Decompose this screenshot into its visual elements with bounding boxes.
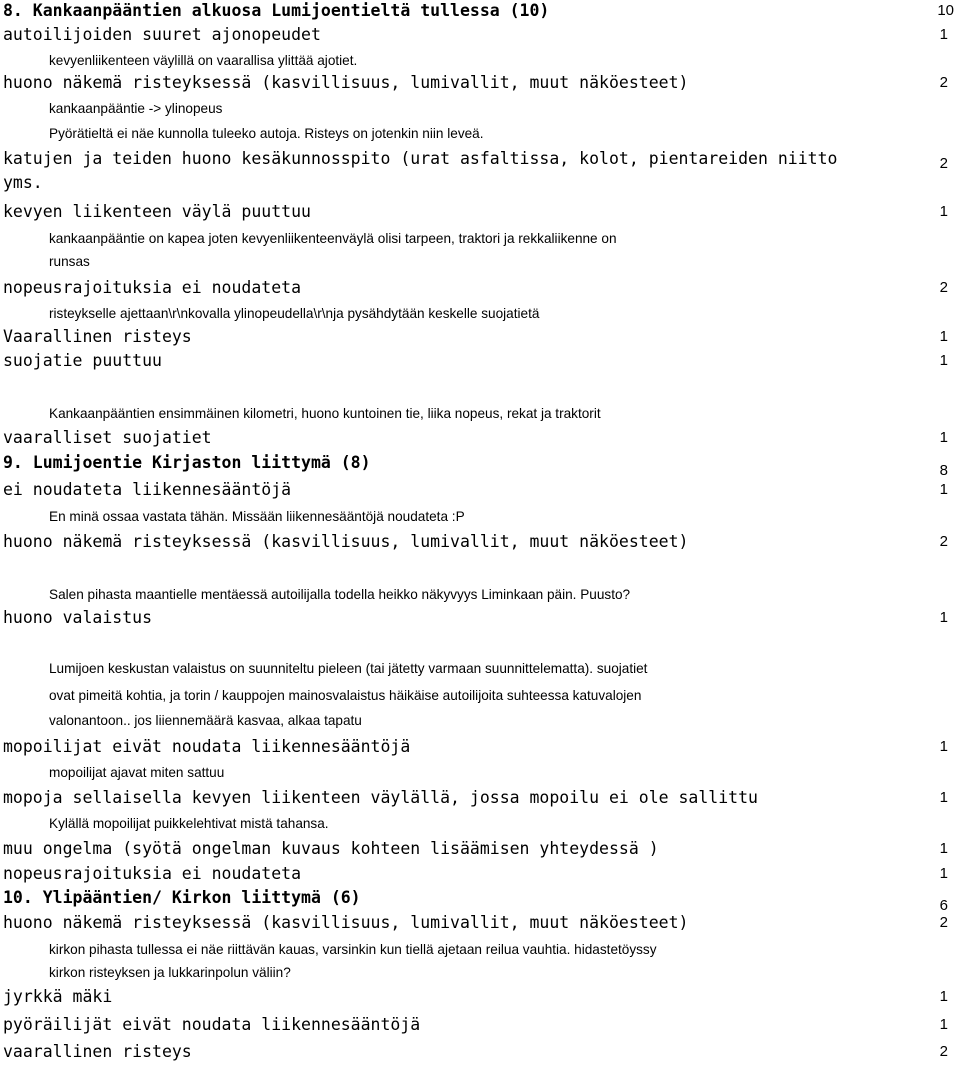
comment-text: risteykselle ajettaan\r\nkovalla ylinopeudella\r\nja pysähdytään keskelle suojatietä (49, 306, 540, 321)
count-value: 6 (939, 897, 948, 914)
comment-text: Salen pihasta maantielle mentäessä autoilijalla todella heikko näkyvyys Liminkaan päin. Puusto? (49, 587, 631, 602)
comment-text: Pyörätieltä ei näe kunnolla tuleeko autoja. Risteys on jotenkin niin leveä. (49, 126, 484, 141)
count-value: 1 (939, 865, 948, 882)
count-value: 1 (939, 1016, 948, 1033)
count-value: 1 (939, 352, 948, 369)
category-label: nopeusrajoituksia ei noudateta (3, 278, 302, 297)
count-value: 1 (939, 988, 948, 1005)
comment-text: kankaanpääntie -> ylinopeus (49, 101, 223, 116)
category-label: jyrkkä mäki (3, 987, 113, 1006)
category-label: mopoja sellaisella kevyen liikenteen väylällä, jossa mopoilu ei ole sallittu (3, 788, 758, 807)
comment-text: valonantoon.. jos liiennemäärä kasvaa, alkaa tapatu (49, 713, 362, 728)
comment-text: mopoilijat ajavat miten sattuu (49, 765, 225, 780)
count-value: 2 (939, 1043, 948, 1060)
count-value: 2 (939, 914, 948, 931)
category-label: vaarallinen risteys (3, 1042, 192, 1061)
category-label: suojatie puuttuu (3, 351, 162, 370)
category-label: nopeusrajoituksia ei noudateta (3, 864, 302, 883)
comment-text: kevyenliikenteen väylillä on vaarallisa ylittää ajotiet. (49, 53, 358, 68)
category-label: katujen ja teiden huono kesäkunnosspito (urat asfaltissa, kolot, pientareiden niitto (3, 149, 838, 168)
count-value: 1 (939, 481, 948, 498)
category-label: vaaralliset suojatiet (3, 428, 212, 447)
count-value: 1 (939, 328, 948, 345)
count-value: 1 (939, 609, 948, 626)
count-value: 2 (939, 533, 948, 550)
category-label: pyöräilijät eivät noudata liikennesääntöjä (3, 1015, 421, 1034)
count-value: 2 (939, 155, 948, 172)
category-label: autoilijoiden suuret ajonopeudet (3, 25, 321, 44)
count-value: 1 (939, 429, 948, 446)
category-label: huono näkemä risteyksessä (kasvillisuus, lumivallit, muut näköesteet) (3, 532, 689, 551)
comment-text: ovat pimeitä kohtia, ja torin / kauppojen mainosvalaistus häikäise autoilijoita suhteessa katuvalojen (49, 688, 642, 703)
category-label: kevyen liikenteen väylä puuttuu (3, 202, 311, 221)
count-value: 1 (939, 840, 948, 857)
count-value: 2 (939, 279, 948, 296)
comment-text: Kylällä mopoilijat puikkelehtivat mistä tahansa. (49, 816, 329, 831)
category-label: ei noudateta liikennesääntöjä (3, 480, 292, 499)
comment-text: Kankaanpääntien ensimmäinen kilometri, huono kuntoinen tie, liika nopeus, rekat ja traktorit (49, 406, 601, 421)
category-label: mopoilijat eivät noudata liikennesääntöjä (3, 737, 411, 756)
count-value: 1 (939, 738, 948, 755)
section-heading: 8. Kankaanpääntien alkuosa Lumijoentieltä tullessa (10) (3, 1, 550, 20)
count-value: 1 (939, 789, 948, 806)
section-heading: 9. Lumijoentie Kirjaston liittymä (8) (3, 453, 371, 472)
count-value: 8 (939, 462, 948, 479)
count-value: 10 (937, 2, 954, 19)
comment-text: Lumijoen keskustan valaistus on suunniteltu pieleen (tai jätetty varmaan suunnittelematta). suojatiet (49, 661, 648, 676)
count-value: 2 (939, 74, 948, 91)
section-heading: 10. Ylipääntien/ Kirkon liittymä (6) (3, 888, 361, 907)
category-label: huono valaistus (3, 608, 153, 627)
category-label: Vaarallinen risteys (3, 327, 192, 346)
category-label: huono näkemä risteyksessä (kasvillisuus, lumivallit, muut näköesteet) (3, 913, 689, 932)
count-value: 1 (939, 26, 948, 43)
comment-text: kankaanpääntie on kapea joten kevyenliikenteenväylä olisi tarpeen, traktori ja rekkaliikenne on (49, 231, 617, 246)
category-label: yms. (3, 173, 43, 192)
comment-text: kirkon risteyksen ja lukkarinpolun väliin? (49, 965, 291, 980)
category-label: muu ongelma (syötä ongelman kuvaus kohteen lisäämisen yhteydessä ) (3, 839, 659, 858)
count-value: 1 (939, 203, 948, 220)
category-label: huono näkemä risteyksessä (kasvillisuus, lumivallit, muut näköesteet) (3, 73, 689, 92)
comment-text: runsas (49, 254, 90, 269)
comment-text: En minä ossaa vastata tähän. Missään liikennesääntöjä noudateta :P (49, 509, 465, 524)
comment-text: kirkon pihasta tullessa ei näe riittävän kauas, varsinkin kun tiellä ajetaan reilua vauhtia. hidastetöyssy (49, 942, 657, 957)
